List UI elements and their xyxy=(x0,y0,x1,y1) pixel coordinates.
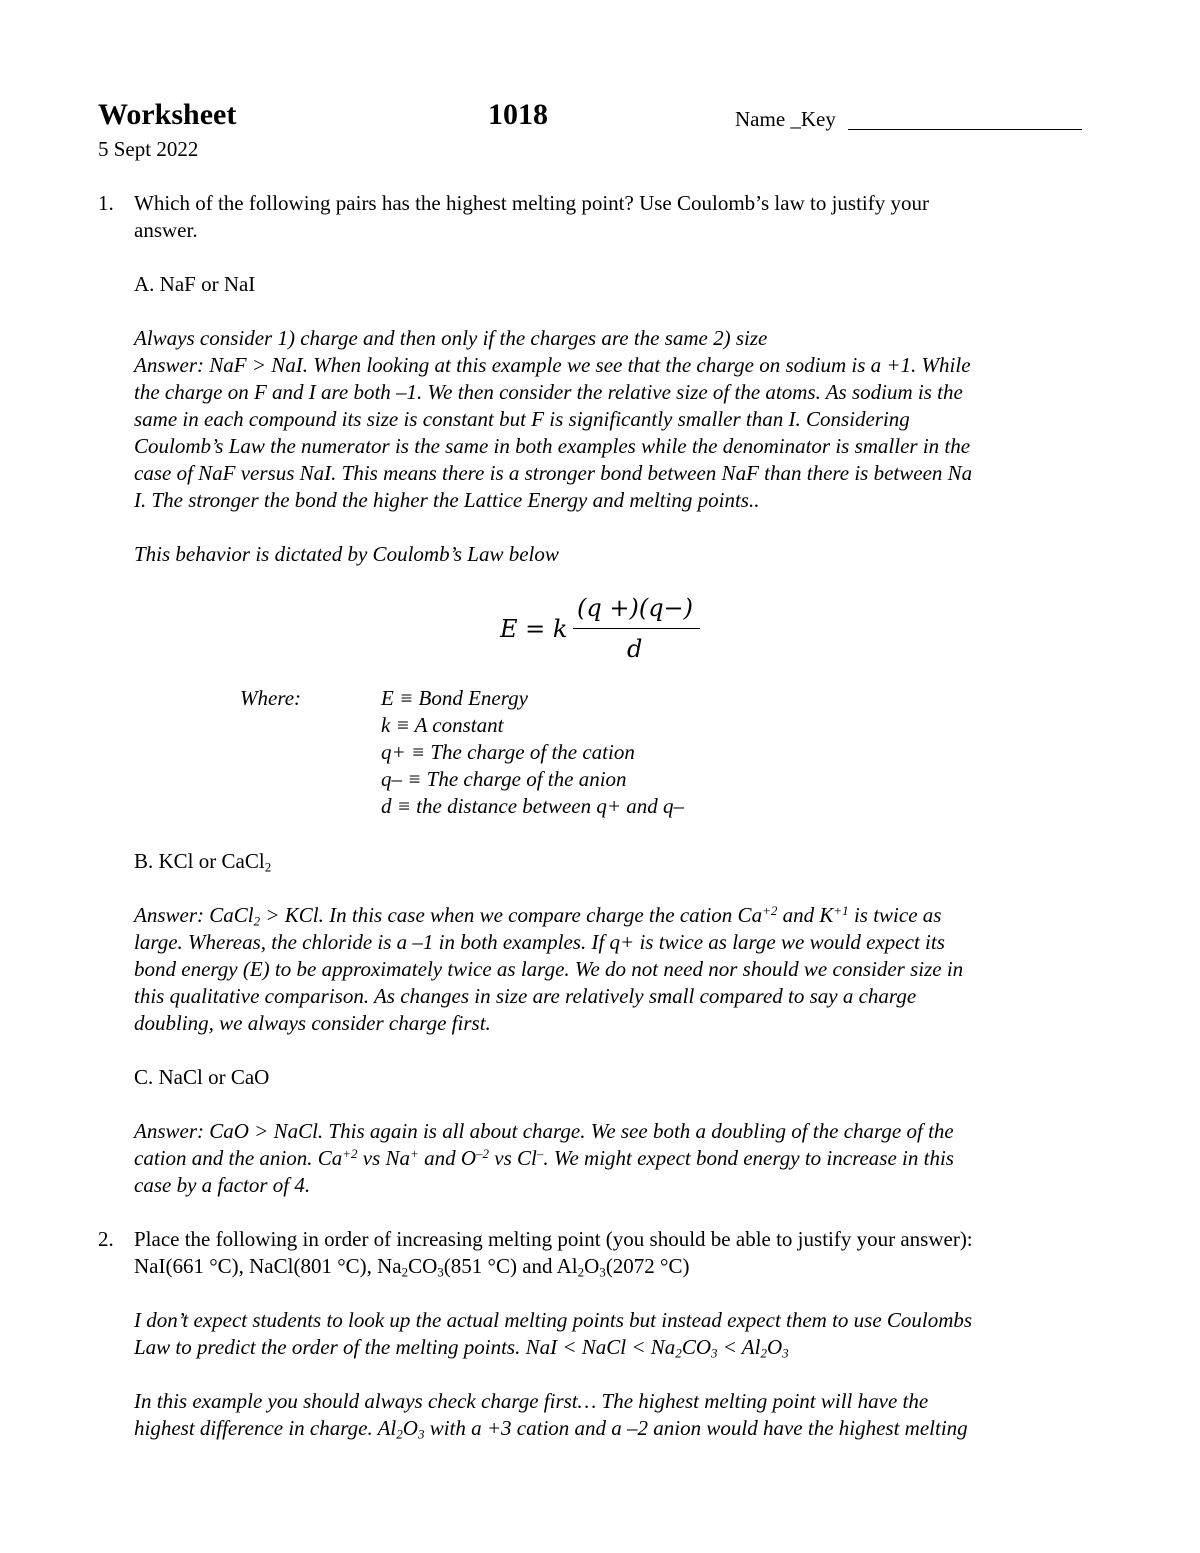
q1c-answer-line: Answer: CaO > NaCl. This again is all about charge. We see both a doubling of the charge of the xyxy=(134,1119,954,1143)
q2-answer-line: In this example you should always check charge first… The highest melting point will have the xyxy=(134,1389,929,1413)
definition-line: q– ≡ The charge of the anion xyxy=(381,767,627,791)
definition-line: q+ ≡ The charge of the cation xyxy=(381,740,635,764)
worksheet-number: 1018 xyxy=(488,98,548,131)
definition-line: E ≡ Bond Energy xyxy=(381,686,528,710)
name-label: Name _Key xyxy=(735,107,836,131)
q1b-answer-line: bond energy (E) to be approximately twice as large. We do not need nor should we consider size in xyxy=(134,957,964,981)
q1b-answer-line: this qualitative comparison. As changes in size are relatively small compared to say a charge xyxy=(134,984,917,1008)
formula-numerator: (q +)(q−) xyxy=(577,594,694,622)
q1-text-line: Which of the following pairs has the highest melting point? Use Coulomb’s law to justify your xyxy=(134,191,929,215)
q1c-answer-line: cation and the anion. $Ca^{+2}$ vs Na+ and $O^{-2}$ vs Cl–. We might expect bond energy to increase in this xyxy=(134,1145,954,1170)
q1b-answer-line: doubling, we always consider charge first. xyxy=(134,1011,491,1035)
q1a-answer-line: Always consider 1) charge and then only if the charges are the same 2) size xyxy=(134,326,768,350)
q1-number: 1. xyxy=(98,191,114,215)
q1-part-c-label: C. NaCl or CaO xyxy=(134,1065,270,1089)
q1a-answer-line: Coulomb’s Law the numerator is the same in both examples while the denominator is smaller in the xyxy=(134,434,971,458)
q1b-answer-line: large. Whereas, the chloride is a –1 in both examples. If q+ is twice as large we would expect its xyxy=(134,930,945,954)
q2-text-line: Place the following in order of increasing melting point (you should be able to justify your answer): xyxy=(134,1227,973,1251)
q1a-answer-line: I. The stronger the bond the higher the Lattice Energy and melting points.. xyxy=(134,488,760,512)
q1b-answer-line: Answer: CaCl$_2$ > KCl. In this case when we compare charge the cation $Ca^{+2}$ and $K^{+1}$ is twice as xyxy=(134,902,942,929)
definition-line: k ≡ A constant xyxy=(381,713,504,737)
q1-text-line: answer. xyxy=(134,218,198,242)
formula-lhs: E = k xyxy=(500,615,568,643)
q1-part-a-label: A. NaF or NaI xyxy=(134,272,256,296)
q2-number: 2. xyxy=(98,1227,114,1251)
name-underline xyxy=(848,129,1082,130)
worksheet-date: 5 Sept 2022 xyxy=(98,137,199,161)
q1a-answer-line: case of NaF versus NaI. This means there is a stronger bond between NaF than there is between Na xyxy=(134,461,973,485)
q2-text-line: NaI(661 °C), NaCl(801 °C), $Na_2CO_3(851$ °C) and $Al_2O_3(2072$ °C) xyxy=(134,1254,690,1280)
q1a-answer-line: the charge on F and I are both –1. We then consider the relative size of the atoms. As sodium is the xyxy=(134,380,963,404)
q2-answer-line: I don’t expect students to look up the actual melting points but instead expect them to use Coulombs xyxy=(134,1308,973,1332)
q1a-answer-line: same in each compound its size is constant but F is significantly smaller than I. Considering xyxy=(134,407,910,431)
worksheet-title: Worksheet xyxy=(98,98,237,131)
coulomb-intro: This behavior is dictated by Coulomb’s Law below xyxy=(134,542,559,566)
q1-part-b-label: B. KCl or CaCl$_2$ xyxy=(134,849,272,875)
q1c-answer-line: case by a factor of 4. xyxy=(134,1173,311,1197)
formula-denominator: d xyxy=(627,635,643,663)
q2-answer-line: Law to predict the order of the melting points. NaI < NaCl < $Na_2CO_3 < Al_2O_3$ xyxy=(134,1335,789,1361)
definition-line: d ≡ the distance between q+ and q– xyxy=(381,794,685,818)
q1a-answer-line: Answer: NaF > NaI. When looking at this example we see that the charge on sodium is a +1. While xyxy=(134,353,971,377)
q2-answer-line: highest difference in charge. $Al_2O_3$ with a +3 cation and a –2 anion would have the highest melting xyxy=(134,1416,968,1442)
formula-fraction-bar xyxy=(573,628,700,629)
where-label: Where: xyxy=(240,686,302,710)
